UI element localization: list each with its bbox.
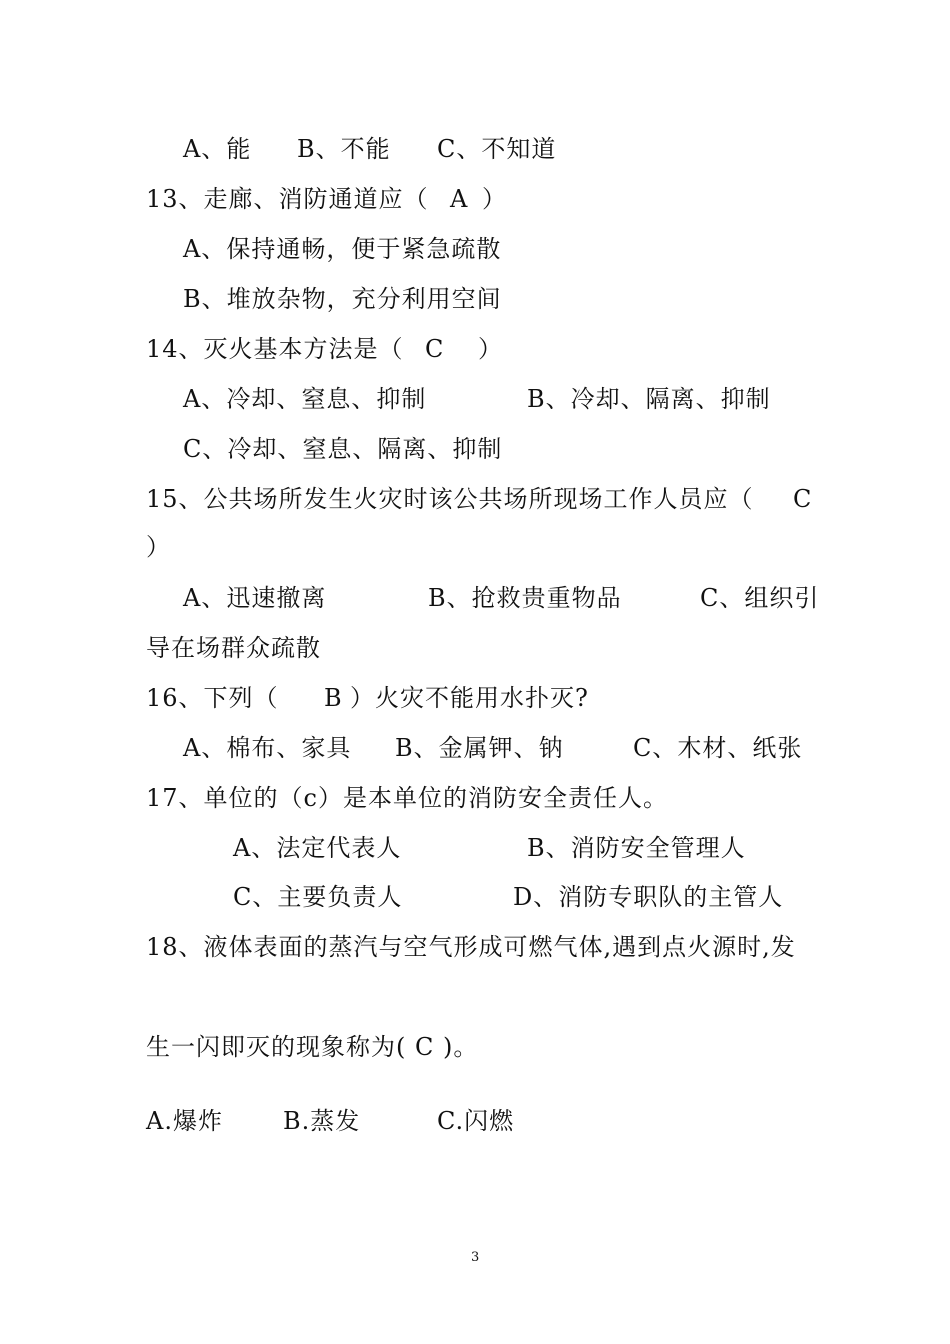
q15-option-b: B、抢救贵重物品 (428, 584, 622, 612)
q17-option-c: C、主要负责人 (233, 883, 403, 911)
q18-option-c: C.闪燃 (437, 1107, 515, 1135)
q16-question-pre: 16、下列（ (146, 684, 279, 712)
q13-answer: A (450, 185, 469, 213)
q16-option-a: A、棉布、家具 (183, 734, 352, 762)
q18-option-b: B.蒸发 (283, 1107, 361, 1135)
q12-option-a: A、能 (183, 135, 252, 163)
q18-question-line2: 生一闪即灭的现象称为( C )。 (146, 1033, 479, 1061)
q17-option-a: A、法定代表人 (233, 834, 402, 862)
q14-option-b: B、冷却、隔离、抑制 (527, 385, 771, 413)
q15-option-a: A、迅速撤离 (183, 584, 327, 612)
q14-close: ） (478, 335, 503, 363)
q15-question: 15、公共场所发生火灾时该公共场所现场工作人员应（ (146, 485, 754, 513)
q16-answer: B (324, 684, 343, 712)
q17-option-b: B、消防安全管理人 (527, 834, 746, 862)
q18-question-line1: 18、液体表面的蒸汽与空气形成可燃气体,遇到点火源时,发 (146, 933, 796, 961)
q15-option-c-cont: 导在场群众疏散 (146, 634, 321, 662)
q15-answer: C (793, 485, 813, 513)
q12-option-b: B、不能 (297, 135, 391, 163)
q13-option-a: A、保持通畅，便于紧急疏散 (183, 235, 502, 263)
q14-option-a: A、冷却、窒息、抑制 (183, 385, 427, 413)
q16-option-b: B、金属钾、钠 (395, 734, 564, 762)
page-number: 3 (471, 1250, 480, 1265)
q14-answer: C (425, 335, 445, 363)
q15-option-c: C、组织引 (700, 584, 820, 612)
q13-question: 13、走廊、消防通道应（ (146, 185, 429, 213)
q13-option-b: B、堆放杂物，充分利用空间 (183, 285, 502, 313)
q17-option-d: D、消防专职队的主管人 (513, 883, 784, 911)
q16-option-c: C、木材、纸张 (633, 734, 803, 762)
q18-option-a: A.爆炸 (146, 1107, 223, 1135)
q15-close: ） (146, 533, 171, 561)
q17-question: 17、单位的（c）是本单位的消防安全责任人。 (146, 784, 668, 812)
q16-question-post: ）火灾不能用水扑灭? (350, 684, 589, 712)
q14-option-c: C、冷却、窒息、隔离、抑制 (183, 435, 503, 463)
q13-close: ） (482, 185, 507, 213)
q12-option-c: C、不知道 (437, 135, 557, 163)
q14-question: 14、灭火基本方法是（ (146, 335, 404, 363)
